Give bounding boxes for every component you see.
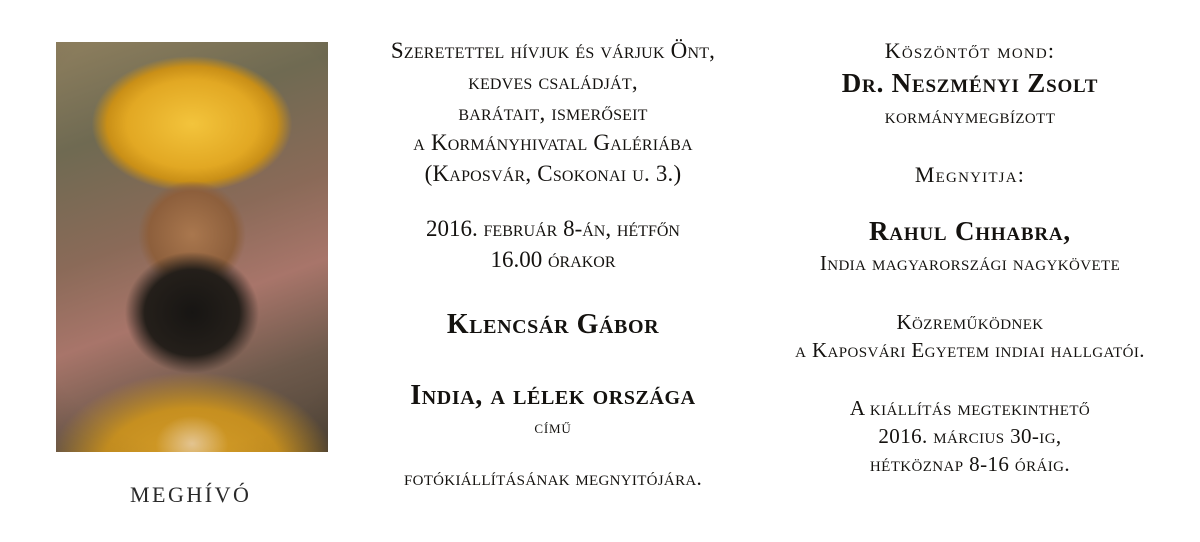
title-suffix: című: [534, 416, 572, 438]
photo-column: [0, 0, 340, 542]
opens-label: Megnyitja:: [914, 161, 1026, 187]
lead-line-5: (Kaposvár, Csokonai u. 3.): [424, 161, 682, 187]
photo-vignette: [56, 42, 328, 452]
viewing-label: A kiállítás megtekinthető: [849, 395, 1091, 420]
lead-line-3: barátait, ismerőseit: [458, 99, 648, 125]
contributors-text: a Kaposvári Egyetem indiai hallgatói.: [795, 337, 1145, 362]
event-time: 16.00 órakor: [490, 246, 616, 272]
invitation-main-text: [356, 36, 750, 492]
spacer: [760, 364, 1180, 394]
invitation-program-text: [760, 36, 1180, 478]
contributors-label: Közreműködnek: [896, 309, 1044, 334]
exhibition-title: India, a lélek országa: [410, 380, 696, 412]
meghivo-caption: MEGHÍVÓ: [130, 482, 252, 507]
viewing-until: 2016. március 30-ig,: [878, 423, 1062, 448]
spacer: [356, 276, 750, 306]
artist-name: Klencsár Gábor: [446, 308, 660, 340]
lead-line-1: Szeretettel hívjuk és várjuk Önt,: [390, 38, 716, 63]
spacer: [760, 130, 1180, 160]
event-date: 2016. február 8-án, hétfőn: [426, 216, 680, 242]
spacer: [356, 343, 750, 377]
lead-line-4: a Kormányhivatal Galériába: [413, 130, 693, 156]
spacer: [760, 189, 1180, 213]
greeting-role: kormánymegbízott: [884, 103, 1056, 128]
opens-role: India magyarországi nagykövete: [819, 251, 1121, 276]
opens-name: Rahul Chhabra,: [869, 216, 1071, 247]
spacer: [760, 278, 1180, 308]
spacer: [356, 190, 750, 214]
spacer: [356, 440, 750, 464]
greeting-name: Dr. Neszményi Zsolt: [841, 68, 1099, 99]
viewing-hours: hétköznap 8-16 óráig.: [869, 452, 1071, 477]
greeting-label: Köszöntőt mond:: [884, 38, 1056, 63]
portrait-photograph: [56, 42, 328, 452]
closing-line: fotókiállításának megnyitójára.: [403, 466, 703, 491]
lead-line-2: kedves családját,: [468, 68, 638, 94]
